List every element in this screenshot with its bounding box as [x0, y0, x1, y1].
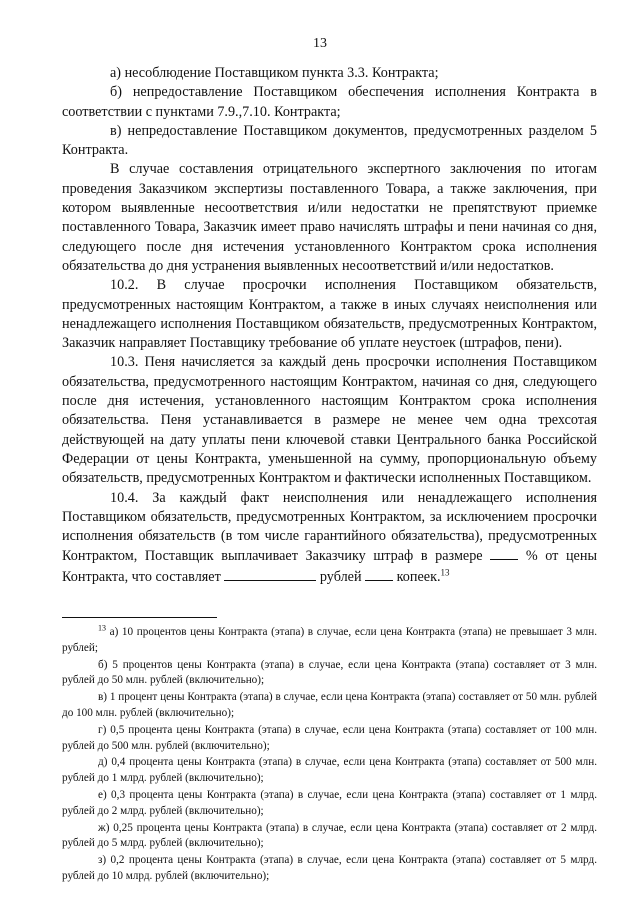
kop-text: копеек. [396, 568, 441, 585]
footnote-item: з) 0,2 процента цены Контракта (этапа) в случае, если цена Контракта (этапа) составляет от 5 млрд. рублей до 10 млрд. рублей (включительно); [62, 854, 597, 882]
sum-blank [224, 567, 316, 581]
percent-blank [490, 546, 518, 560]
rub-text: рублей [319, 568, 362, 585]
item-v: в) непредоставление Поставщиком документов, предусмотренных разделом 5 Контракта. [62, 122, 597, 159]
page-number: 13 [313, 36, 327, 51]
footnote-item: в) 1 процент цены Контракта (этапа) в случае, если цена Контракта (этапа) составляет от 50 млн. рублей до 100 млн. рублей (включительно); [62, 691, 597, 719]
paragraph-10-2: 10.2. В случае просрочки исполнения Поставщиком обязательств, предусмотренных настоящим Контрактом, а также в иных случаях неисполнения или ненадлежащего исполнения Поставщиком обязательств, предусмотренных Контрактом, Заказчик направляет Поставщику требование об уплате неустоек (штрафов, пени). [62, 277, 597, 352]
footnote-item: $^{13}$ а) 10 процентов цены Контракта (этапа) в случае, если цена Контракта (этапа) не превышает 3 млн. рублей; [62, 623, 597, 654]
footnote [62, 625, 597, 886]
item-b: б) непредоставление Поставщиком обеспечения исполнения Контракта в соответствии с пунктами 7.9.,7.10. Контракта; [62, 84, 597, 120]
item-a: а) несоблюдение Поставщиком пункта 3.3. Контракта; [110, 65, 439, 81]
document-body [62, 64, 597, 587]
footnote-item: ж) 0,25 процента цены Контракта (этапа) в случае, если цена Контракта (этапа) составляет от 2 млрд. рублей до 5 млрд. рублей (включительно); [62, 821, 597, 850]
paragraph-10-3: 10.3. Пеня начисляется за каждый день просрочки исполнения Поставщиком обязательства, предусмотренного настоящим Контрактом, начиная со дня, следующего после дня истечения, установленного настоящим Контрактом срока исполнения обязательства. Пеня устанавливается в размере не менее чем одна трехсотая действующей на дату уплаты пени ключевой ставки Центрального банка Российской Федерации от цены Контракта, уменьшенной на сумму, пропорциональную объему обязательств, предусмотренных Контрактом и фактически исполненных Поставщиком. [62, 354, 597, 487]
footnote-item: б) 5 процентов цены Контракта (этапа) в случае, если цена Контракта (этапа) составляет от 3 млн. рублей до 50 млн. рублей (включительно); [62, 658, 597, 687]
footnote-separator [62, 617, 217, 618]
footnote-ref[interactable]: 13 [440, 566, 450, 577]
footnote-marker: 13 [98, 623, 106, 633]
paragraph-negative-conclusion: В случае составления отрицательного экспертного заключения по итогам проведения Заказчиком экспертизы поставленного Товара, а также заключения, при котором выявленные несоответствия и/или недостатки не препятствуют приемке поставленного Товара, Заказчик имеет право начислять штрафы и пени начиная со дня, следующего после дня истечения установленного Контрактом срока исполнения обязательства до дня устранения выявленных несоответствий и/или недостатков. [62, 161, 597, 274]
kop-blank [365, 567, 393, 581]
paragraph-10-4-text: 10.4. За каждый факт неисполнения или ненадлежащего исполнения Поставщиком обязательств, предусмотренных Контрактом, за исключением просрочки исполнения обязательств (в том числе гарантийного обязательства), предусмотренных Контрактом, Поставщик выплачивает Заказчику штраф в размере [62, 489, 597, 565]
footnote-item: г) 0,5 процента цены Контракта (этапа) в случае, если цена Контракта (этапа) составляет от 100 млн. рублей до 500 млн. рублей (включительно); [62, 723, 597, 752]
paragraph-10-4 [62, 489, 597, 587]
percent-text: % от цены Контракта, что составляет [62, 548, 597, 585]
footnote-item: д) 0,4 процента цены Контракта (этапа) в случае, если цена Контракта (этапа) составляет от 500 млн. рублей до 1 млрд. рублей (включительно); [62, 756, 597, 785]
footnote-item: е) 0,3 процента цены Контракта (этапа) в случае, если цена Контракта (этапа) составляет от 1 млрд. рублей до 2 млрд. рублей (включительно); [62, 788, 597, 817]
